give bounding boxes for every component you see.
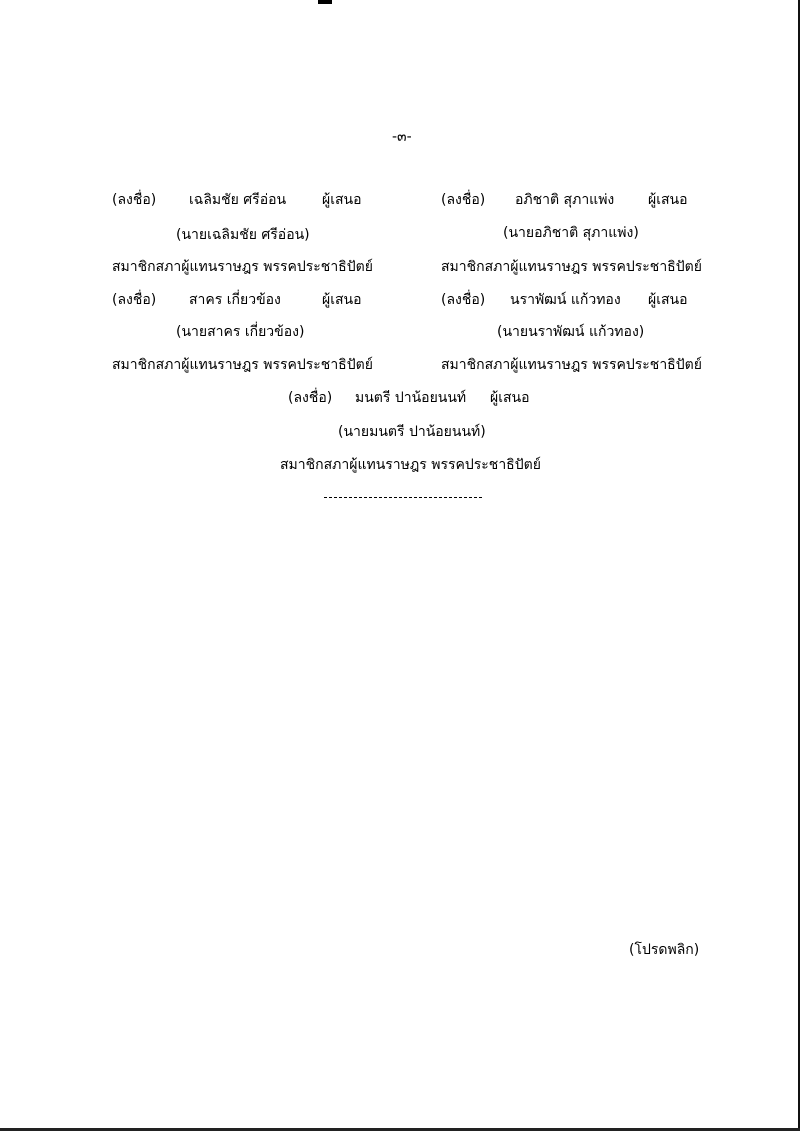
sign-label: (ลงชื่อ) [112,292,157,308]
signed-name: สาคร เกี่ยวข้อง [189,292,281,308]
full-name: (นายนราพัฒน์ แก้วทอง) [497,324,645,340]
signed-name: อภิชาติ สุภาแพ่ง [515,192,615,208]
position-text: สมาชิกสภาผู้แทนราษฎร พรรคประชาธิปัตย์ [112,259,373,275]
full-name: (นายสาคร เกี่ยวข้อง) [176,324,305,340]
position-text: สมาชิกสภาผู้แทนราษฎร พรรคประชาธิปัตย์ [280,457,541,473]
full-name: (นายเฉลิมชัย ศรีอ่อน) [176,227,310,243]
sign-label: (ลงชื่อ) [441,292,486,308]
role-label: ผู้เสนอ [648,292,688,308]
signed-name: นราพัฒน์ แก้วทอง [510,292,621,308]
role-label: ผู้เสนอ [648,192,688,208]
scan-mark [318,0,332,4]
footer-note: (โปรดพลิก) [629,942,700,958]
role-label: ผู้เสนอ [322,192,362,208]
signed-name: มนตรี ปาน้อยนนท์ [355,390,467,406]
role-label: ผู้เสนอ [322,292,362,308]
divider-line [324,497,482,498]
page-number: -๓- [392,129,412,145]
full-name: (นายอภิชาติ สุภาแพ่ง) [503,225,639,241]
signed-name: เฉลิมชัย ศรีอ่อน [189,192,287,208]
role-label: ผู้เสนอ [490,390,530,406]
sign-label: (ลงชื่อ) [441,192,486,208]
position-text: สมาชิกสภาผู้แทนราษฎร พรรคประชาธิปัตย์ [441,357,702,373]
position-text: สมาชิกสภาผู้แทนราษฎร พรรคประชาธิปัตย์ [441,259,702,275]
full-name: (นายมนตรี ปาน้อยนนท์) [338,424,486,440]
sign-label: (ลงชื่อ) [112,192,157,208]
sign-label: (ลงชื่อ) [288,390,333,406]
position-text: สมาชิกสภาผู้แทนราษฎร พรรคประชาธิปัตย์ [112,357,373,373]
